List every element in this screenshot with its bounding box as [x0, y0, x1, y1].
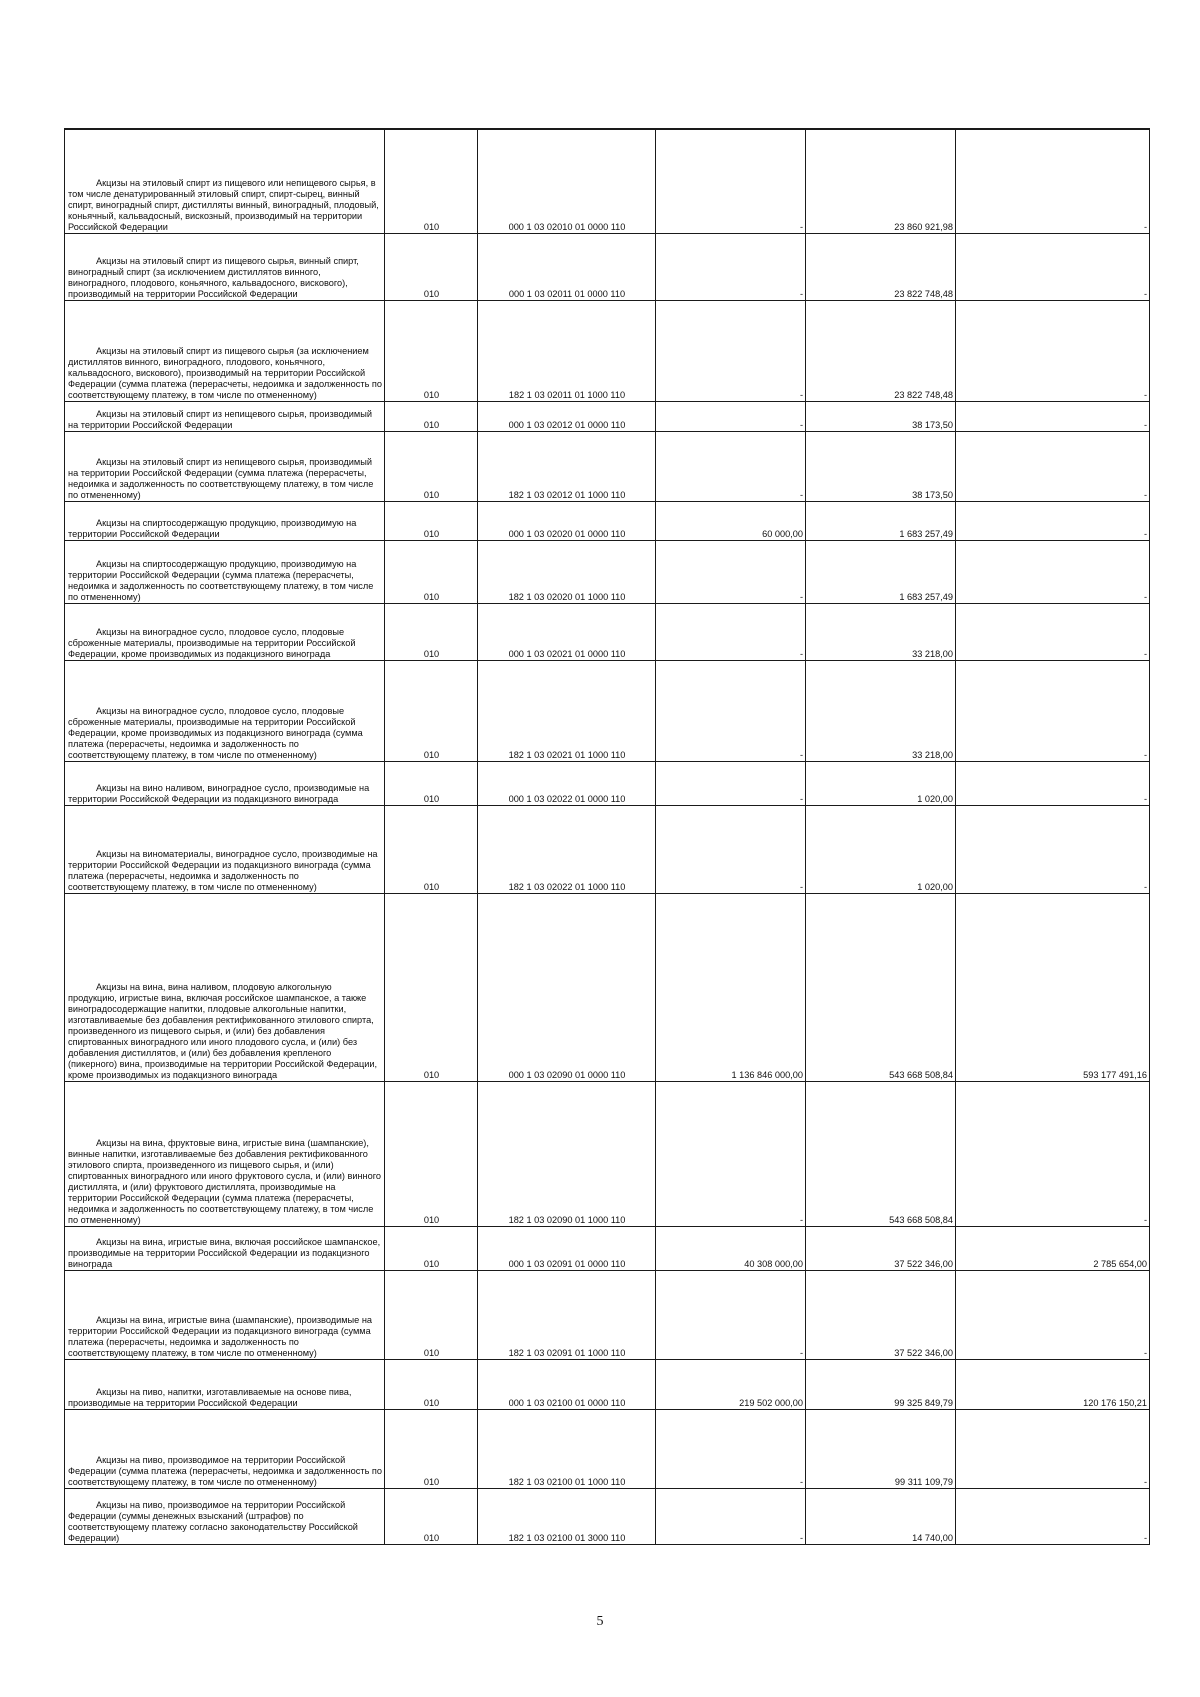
- row-line-code: 010: [385, 1226, 478, 1270]
- row-budget-code: 182 1 03 02091 01 1000 110: [478, 1270, 656, 1359]
- row-budget-code: 182 1 03 02020 01 1000 110: [478, 540, 656, 603]
- row-budget-code: 182 1 03 02021 01 1000 110: [478, 660, 656, 761]
- row-name: Акцизы на этиловый спирт из непищевого сырья, производимый на территории Российской Федерации (сумма платежа (перерасчеты, недоимка и задолженность по соответствующему платежу, в том числе по отмененному): [65, 431, 385, 501]
- row-budget-code: 182 1 03 02090 01 1000 110: [478, 1081, 656, 1226]
- row-budget-code: 000 1 03 02091 01 0000 110: [478, 1226, 656, 1270]
- table-row: [65, 603, 1150, 660]
- row-approved-amount: -: [656, 233, 806, 300]
- row-approved-amount: -: [656, 300, 806, 401]
- table-row: [65, 1270, 1150, 1359]
- row-line-code: 010: [385, 893, 478, 1081]
- row-executed-amount: 38 173,50: [806, 401, 956, 431]
- row-name: Акцизы на этиловый спирт из непищевого сырья, производимый на территории Российской Федерации: [65, 401, 385, 431]
- row-approved-amount: -: [656, 1270, 806, 1359]
- row-line-code: 010: [385, 805, 478, 893]
- row-executed-amount: 23 860 921,98: [806, 129, 956, 233]
- row-approved-amount: 219 502 000,00: [656, 1359, 806, 1409]
- row-name: Акцизы на спиртосодержащую продукцию, производимую на территории Российской Федерации (сумма платежа (перерасчеты, недоимка и задолженность по соответствующему платежу, в том числе по отмененному): [65, 540, 385, 603]
- table-row: [65, 1226, 1150, 1270]
- row-unexecuted-amount: -: [956, 603, 1150, 660]
- row-budget-code: 000 1 03 02010 01 0000 110: [478, 129, 656, 233]
- row-name: Акцизы на вина, фруктовые вина, игристые вина (шампанские), винные напитки, изготавливаемые без добавления ректификованного этилового спирта, произведенного из пищевого сырья, и (или) спиртованных виноградного или иного фруктового сусла, и (или) винного дистиллята, и (или) фруктового дистиллята, производимые на территории Российской Федерации (сумма платежа (перерасчеты, недоимка и задолженность по соответствующему платежу, в том числе по отмененному): [65, 1081, 385, 1226]
- row-budget-code: 000 1 03 02011 01 0000 110: [478, 233, 656, 300]
- row-unexecuted-amount: 2 785 654,00: [956, 1226, 1150, 1270]
- row-line-code: 010: [385, 129, 478, 233]
- row-name: Акцизы на вино наливом, виноградное сусло, производимые на территории Российской Федерации из подакцизного винограда: [65, 761, 385, 805]
- table-row: [65, 129, 1150, 233]
- row-unexecuted-amount: -: [956, 805, 1150, 893]
- row-approved-amount: -: [656, 1409, 806, 1488]
- row-executed-amount: 14 740,00: [806, 1488, 956, 1544]
- table-row: [65, 1409, 1150, 1488]
- row-unexecuted-amount: -: [956, 401, 1150, 431]
- table-row: [65, 893, 1150, 1081]
- row-name: Акцизы на пиво, напитки, изготавливаемые на основе пива, производимые на территории Российской Федерации: [65, 1359, 385, 1409]
- row-budget-code: 182 1 03 02100 01 3000 110: [478, 1488, 656, 1544]
- row-name: Акцизы на виноградное сусло, плодовое сусло, плодовые сброженные материалы, производимые на территории Российской Федерации, кроме производимых из подакцизного винограда: [65, 603, 385, 660]
- row-executed-amount: 543 668 508,84: [806, 893, 956, 1081]
- row-unexecuted-amount: -: [956, 129, 1150, 233]
- row-unexecuted-amount: -: [956, 431, 1150, 501]
- row-budget-code: 182 1 03 02012 01 1000 110: [478, 431, 656, 501]
- table-row: [65, 501, 1150, 540]
- row-unexecuted-amount: -: [956, 540, 1150, 603]
- row-unexecuted-amount: -: [956, 660, 1150, 761]
- row-approved-amount: -: [656, 805, 806, 893]
- table-row: [65, 805, 1150, 893]
- row-approved-amount: 1 136 846 000,00: [656, 893, 806, 1081]
- row-unexecuted-amount: -: [956, 300, 1150, 401]
- row-approved-amount: -: [656, 761, 806, 805]
- row-line-code: 010: [385, 1081, 478, 1226]
- row-executed-amount: 37 522 346,00: [806, 1270, 956, 1359]
- table-row: [65, 431, 1150, 501]
- row-approved-amount: 40 308 000,00: [656, 1226, 806, 1270]
- row-budget-code: 182 1 03 02022 01 1000 110: [478, 805, 656, 893]
- row-name: Акцизы на спиртосодержащую продукцию, производимую на территории Российской Федерации: [65, 501, 385, 540]
- row-unexecuted-amount: 593 177 491,16: [956, 893, 1150, 1081]
- row-executed-amount: 23 822 748,48: [806, 233, 956, 300]
- row-line-code: 010: [385, 1270, 478, 1359]
- row-executed-amount: 1 020,00: [806, 805, 956, 893]
- row-approved-amount: -: [656, 660, 806, 761]
- row-name: Акцизы на этиловый спирт из пищевого сырья, винный спирт, виноградный спирт (за исключением дистиллятов винного, виноградного, плодового, коньячного, кальвадосного, вискового), производимый на территории Российской Федерации: [65, 233, 385, 300]
- excise-revenue-table: [64, 128, 1150, 1545]
- row-budget-code: 182 1 03 02100 01 1000 110: [478, 1409, 656, 1488]
- row-executed-amount: 38 173,50: [806, 431, 956, 501]
- row-executed-amount: 37 522 346,00: [806, 1226, 956, 1270]
- row-budget-code: 000 1 03 02021 01 0000 110: [478, 603, 656, 660]
- report-sheet: [64, 128, 1149, 1545]
- row-line-code: 010: [385, 300, 478, 401]
- row-executed-amount: 23 822 748,48: [806, 300, 956, 401]
- table-row: [65, 1359, 1150, 1409]
- row-name: Акцизы на виноматериалы, виноградное сусло, производимые на территории Российской Федерации из подакцизного винограда (сумма платежа (перерасчеты, недоимка и задолженность по соответствующему платежу, в том числе по отмененному): [65, 805, 385, 893]
- row-name: Акцизы на пиво, производимое на территории Российской Федерации (суммы денежных взысканий (штрафов) по соответствующему платежу согласно законодательству Российской Федерации): [65, 1488, 385, 1544]
- row-name: Акцизы на виноградное сусло, плодовое сусло, плодовые сброженные материалы, производимые на территории Российской Федерации, кроме производимых из подакцизного винограда (сумма платежа (перерасчеты, недоимка и задолженность по соответствующему платежу, в том числе по отмененному): [65, 660, 385, 761]
- row-line-code: 010: [385, 1409, 478, 1488]
- row-line-code: 010: [385, 540, 478, 603]
- table-row: [65, 300, 1150, 401]
- row-line-code: 010: [385, 401, 478, 431]
- row-approved-amount: 60 000,00: [656, 501, 806, 540]
- row-unexecuted-amount: -: [956, 233, 1150, 300]
- row-line-code: 010: [385, 431, 478, 501]
- row-line-code: 010: [385, 660, 478, 761]
- table-row: [65, 401, 1150, 431]
- row-executed-amount: 99 325 849,79: [806, 1359, 956, 1409]
- table-row: [65, 1081, 1150, 1226]
- row-unexecuted-amount: -: [956, 1409, 1150, 1488]
- row-unexecuted-amount: -: [956, 1081, 1150, 1226]
- row-name: Акцизы на пиво, производимое на территории Российской Федерации (сумма платежа (перерасчеты, недоимка и задолженность по соответствующему платежу, в том числе по отмененному): [65, 1409, 385, 1488]
- row-executed-amount: 33 218,00: [806, 603, 956, 660]
- row-budget-code: 000 1 03 02090 01 0000 110: [478, 893, 656, 1081]
- table-row: [65, 540, 1150, 603]
- row-budget-code: 182 1 03 02011 01 1000 110: [478, 300, 656, 401]
- row-budget-code: 000 1 03 02022 01 0000 110: [478, 761, 656, 805]
- row-budget-code: 000 1 03 02020 01 0000 110: [478, 501, 656, 540]
- row-name: Акцизы на этиловый спирт из пищевого сырья (за исключением дистиллятов винного, виноградного, плодового, коньячного, кальвадосного, вискового), производимый на территории Российской Федерации (сумма платежа (перерасчеты, недоимка и задолженность по соответствующему платежу, в том числе по отмененному): [65, 300, 385, 401]
- row-unexecuted-amount: -: [956, 501, 1150, 540]
- row-approved-amount: -: [656, 129, 806, 233]
- row-approved-amount: -: [656, 1488, 806, 1544]
- row-executed-amount: 1 683 257,49: [806, 501, 956, 540]
- table-row: [65, 761, 1150, 805]
- row-executed-amount: 99 311 109,79: [806, 1409, 956, 1488]
- row-executed-amount: 1 020,00: [806, 761, 956, 805]
- row-budget-code: 000 1 03 02100 01 0000 110: [478, 1359, 656, 1409]
- table-row: [65, 660, 1150, 761]
- row-approved-amount: -: [656, 401, 806, 431]
- row-unexecuted-amount: -: [956, 1488, 1150, 1544]
- row-name: Акцизы на этиловый спирт из пищевого или непищевого сырья, в том числе денатурированный этиловый спирт, спирт-сырец, винный спирт, виноградный спирт, дистилляты винный, виноградный, плодовый, коньячный, кальвадосный, вискозный, производимый на территории Российской Федерации: [65, 129, 385, 233]
- row-line-code: 010: [385, 603, 478, 660]
- row-unexecuted-amount: 120 176 150,21: [956, 1359, 1150, 1409]
- row-name: Акцизы на вина, игристые вина, включая российское шампанское, производимые на территории Российской Федерации из подакцизного винограда: [65, 1226, 385, 1270]
- row-line-code: 010: [385, 761, 478, 805]
- page-number: 5: [596, 1614, 604, 1629]
- row-executed-amount: 33 218,00: [806, 660, 956, 761]
- row-name: Акцизы на вина, вина наливом, плодовую алкогольную продукцию, игристые вина, включая российское шампанское, а также виноградосодержащие напитки, плодовые алкогольные напитки, изготавливаемые без добавления ректификованного этилового спирта, произведенного из пищевого сырья, и (или) без добавления спиртованных виноградного или иного плодового сусла, и (или) без добавления дистиллятов, и (или) без добавления крепленого (пикерного) вина, производимые на территории Российской Федерации, кроме производимых из подакцизного винограда: [65, 893, 385, 1081]
- row-line-code: 010: [385, 1359, 478, 1409]
- row-approved-amount: -: [656, 603, 806, 660]
- table-row: [65, 233, 1150, 300]
- row-executed-amount: 1 683 257,49: [806, 540, 956, 603]
- row-line-code: 010: [385, 501, 478, 540]
- row-name: Акцизы на вина, игристые вина (шампанские), производимые на территории Российской Федерации из подакцизного винограда (сумма платежа (перерасчеты, недоимка и задолженность по соответствующему платежу, в том числе по отмененному): [65, 1270, 385, 1359]
- row-approved-amount: -: [656, 540, 806, 603]
- row-line-code: 010: [385, 233, 478, 300]
- row-approved-amount: -: [656, 1081, 806, 1226]
- table-row: [65, 1488, 1150, 1544]
- row-unexecuted-amount: -: [956, 761, 1150, 805]
- row-approved-amount: -: [656, 431, 806, 501]
- row-line-code: 010: [385, 1488, 478, 1544]
- row-unexecuted-amount: -: [956, 1270, 1150, 1359]
- row-executed-amount: 543 668 508,84: [806, 1081, 956, 1226]
- row-budget-code: 000 1 03 02012 01 0000 110: [478, 401, 656, 431]
